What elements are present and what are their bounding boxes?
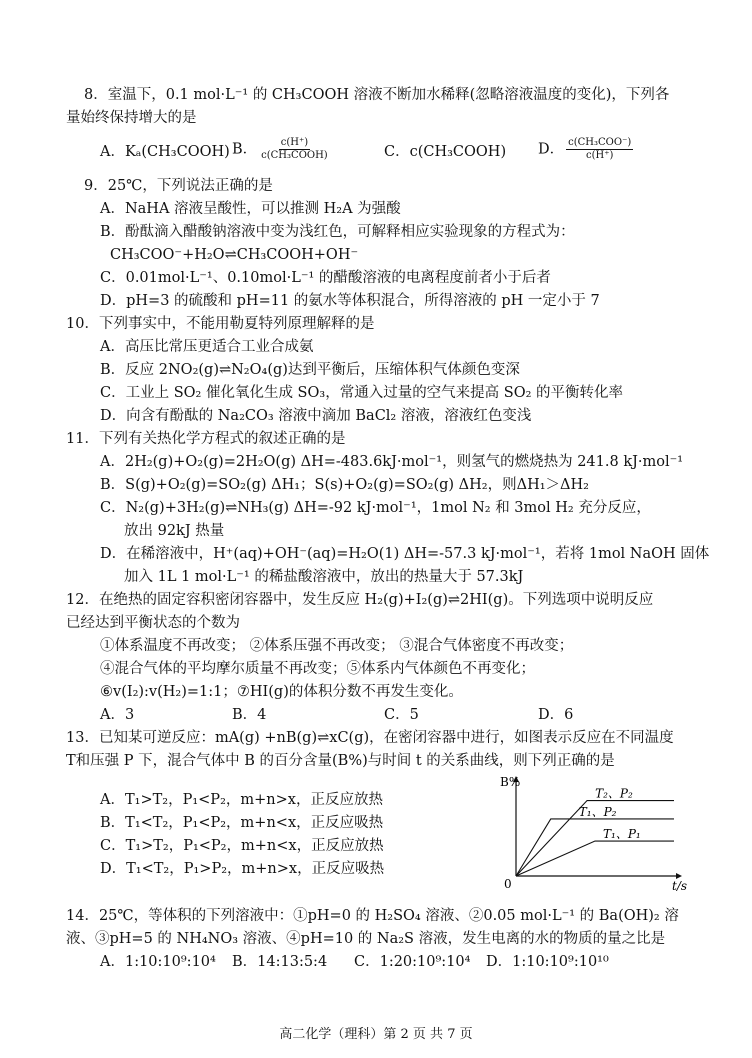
q8-stem-line1: 8．室温下，0.1 mol·L⁻¹ 的 CH₃COOH 溶液不断加水稀释(忽略溶液温度的变化)，下列各 — [84, 87, 670, 103]
q13-option-a: A．T₁>T₂，P₁<P₂，m+n>x，正反应放热 — [100, 792, 383, 808]
series-label-2: T₁、P₂ — [578, 804, 617, 819]
q12-option-d: D．6 — [538, 707, 574, 723]
q8-option-a: A．Kₐ(CH₃COOH) — [100, 144, 230, 160]
q8-d-numerator: c(CH₃COO⁻) — [568, 137, 632, 148]
q13-option-d: D．T₁<T₂，P₁>P₂，m+n>x，正反应吸热 — [100, 861, 385, 877]
q9-option-c: C．0.01mol·L⁻¹、0.10mol·L⁻¹ 的醋酸溶液的电离程度前者小于后者 — [100, 270, 551, 286]
q14-stem-line2: 液、③pH=5 的 NH₄NO₃ 溶液、④pH=10 的 Na₂S 溶液，发生电离的水的物质的量之比是 — [66, 931, 666, 947]
q13-bpercent-time-chart — [494, 772, 688, 893]
q13-stem-line1: 13．已知某可逆反应：mA(g) +nB(g)⇌xC(g)，在密闭容器中进行，如图表示反应在不同温度 — [66, 730, 674, 746]
q8-stem-line2: 量始终保持增大的是 — [66, 110, 197, 126]
q8-option-c: C．c(CH₃COOH) — [384, 144, 507, 160]
q12-conditions-line1: ①体系温度不再改变； ②体系压强不再改变； ③混合气体密度不再改变； — [100, 638, 574, 654]
q8-b-numerator: c(H⁺) — [280, 137, 309, 148]
q14-option-a: A．1:10:10⁹:10⁴ — [100, 954, 216, 970]
q10-option-c: C．工业上 SO₂ 催化氧化生成 SO₃，常通入过量的空气来提高 SO₂ 的平衡转化率 — [100, 385, 624, 401]
q13-option-b: B．T₁<T₂，P₁<P₂，m+n<x，正反应吸热 — [100, 815, 384, 831]
q11-option-c-line2: 放出 92kJ 热量 — [124, 523, 225, 539]
page-footer: 高二化学（理科）第 2 页 共 7 页 — [279, 1027, 473, 1042]
q11-option-a: A．2H₂(g)+O₂(g)=2H₂O(g) ΔH=-483.6kJ·mol⁻¹，则氢气的燃烧热为 241.8 kJ·mol⁻¹ — [100, 454, 684, 470]
q11-option-b: B．S(g)+O₂(g)=SO₂(g) ΔH₁；S(s)+O₂(g)=SO₂(g) ΔH₂，则ΔH₁＞ΔH₂ — [100, 477, 589, 493]
q10-option-a: A．高压比常压更适合工业合成氨 — [100, 339, 314, 355]
q11-option-d-line1: D．在稀溶液中，H⁺(aq)+OH⁻(aq)=H₂O(1) ΔH=-57.3 kJ·mol⁻¹，若将 1mol NaOH 固体 — [100, 546, 710, 562]
x-axis-label: t/s — [672, 879, 688, 893]
series-label-3: T₁、P₁ — [603, 827, 641, 842]
q9-option-d: D．pH=3 的硫酸和 pH=11 的氨水等体积混合，所得溶液的 pH 一定小于 7 — [100, 293, 600, 309]
q12-stem-line2: 已经达到平衡状态的个数为 — [66, 615, 240, 631]
q12-conditions-line2: ④混合气体的平均摩尔质量不再改变；⑤体系内气体颜色不再变化； — [100, 661, 535, 677]
q8-option-b-label: B． — [232, 141, 258, 158]
q12-option-a: A．3 — [100, 707, 135, 723]
q14-option-c: C．1:20:10⁹:10⁴ — [354, 954, 471, 970]
q8-option-b — [232, 137, 332, 162]
q11-option-c-line1: C．N₂(g)+3H₂(g)⇌NH₃(g) ΔH=-92 kJ·mol⁻¹，1mol N₂ 和 3mol H₂ 充分反应， — [100, 500, 651, 516]
q10-option-b: B．反应 2NO₂(g)⇌N₂O₄(g)达到平衡后，压缩体积气体颜色变深 — [100, 362, 520, 378]
q8-d-denominator: c(H⁺) — [586, 150, 614, 161]
series-label-1: T₂、P₂ — [595, 786, 633, 801]
y-axis-label: B% — [500, 775, 521, 789]
q10-option-d: D．向含有酚酞的 Na₂CO₃ 溶液中滴加 BaCl₂ 溶液，溶液红色变浅 — [100, 408, 532, 424]
series-line-3 — [516, 841, 674, 876]
q11-stem: 11．下列有关热化学方程式的叙述正确的是 — [66, 431, 346, 447]
q12-option-c: C．5 — [384, 707, 419, 723]
q8-option-d-label: D． — [538, 141, 565, 158]
q12-option-b: B．4 — [232, 707, 267, 723]
q14-stem-line1: 14．25℃，等体积的下列溶液中：①pH=0 的 H₂SO₄ 溶液、②0.05 mol·L⁻¹ 的 Ba(OH)₂ 溶 — [66, 908, 679, 924]
q9-stem: 9．25℃，下列说法正确的是 — [84, 178, 273, 194]
q8-option-d-fraction — [566, 137, 633, 162]
q14-option-b: B．14:13:5:4 — [232, 954, 328, 970]
q8-option-d — [538, 137, 635, 162]
q9-option-a: A．NaHA 溶液呈酸性，可以推测 H₂A 为强酸 — [100, 201, 401, 217]
q11-option-d-line2: 加入 1L 1 mol·L⁻¹ 的稀盐酸溶液中，放出的热量大于 57.3kJ — [124, 569, 524, 585]
q9-option-b-line2: CH₃COO⁻+H₂O⇌CH₃COOH+OH⁻ — [110, 247, 359, 263]
q14-option-d: D．1:10:10⁹:10¹⁰ — [486, 954, 609, 970]
origin-label: 0 — [504, 877, 512, 891]
q12-conditions-line3: ⑥v(I₂):v(H₂)=1:1；⑦HI(g)的体积分数不再发生变化。 — [100, 684, 463, 700]
q13-option-c: C．T₁>T₂，P₁<P₂，m+n<x，正反应放热 — [100, 838, 384, 854]
q13-stem-line2: T和压强 P 下，混合气体中 B 的百分含量(B%)与时间 t 的关系曲线，则下列正确的是 — [66, 753, 615, 769]
q12-stem-line1: 12．在绝热的固定容积密闭容器中，发生反应 H₂(g)+I₂(g)⇌2HI(g)。下列选项中说明反应 — [66, 592, 654, 608]
q9-option-b-line1: B．酚酞滴入醋酸钠溶液中变为浅红色，可解释相应实验现象的方程式为： — [100, 224, 575, 240]
series-line-2 — [516, 819, 674, 876]
q10-stem: 10．下列事实中，不能用勒夏特列原理解释的是 — [66, 316, 375, 332]
q8-option-b-fraction — [259, 137, 330, 162]
q8-b-denominator: c(CH₃COOH) — [261, 150, 328, 161]
